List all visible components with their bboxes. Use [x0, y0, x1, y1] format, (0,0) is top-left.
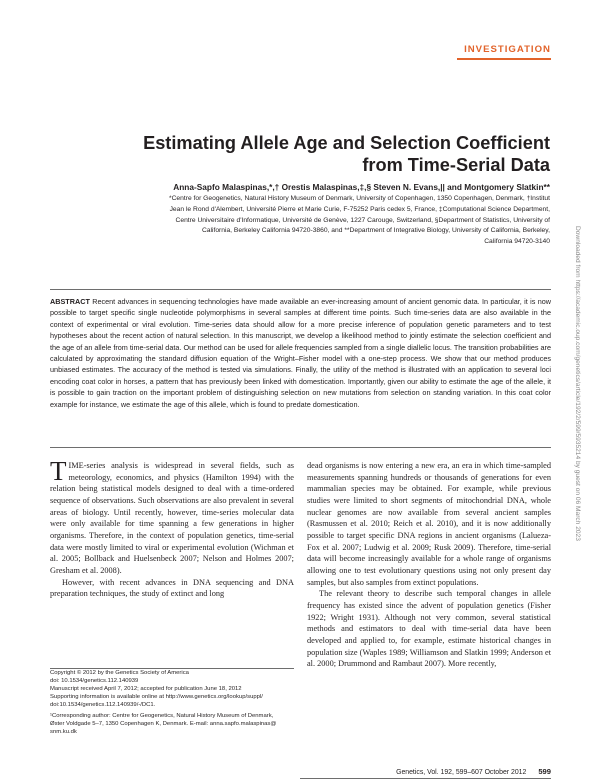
corresponding-author-line: ¹Corresponding author: Centre for Geogenetics, Natural History Museum of Denmark,: [50, 713, 274, 719]
abstract-top-rule: [50, 289, 551, 290]
manuscript-dates: Manuscript received April 7, 2012; accepted for publication June 18, 2012: [50, 686, 242, 692]
footnotes: [50, 668, 294, 736]
body-paragraph: [50, 456, 294, 577]
body-column-left: [50, 456, 294, 600]
copyright-line: Copyright © 2012 by the Genetics Society of America: [50, 670, 189, 676]
header-rule: [457, 58, 551, 60]
body-paragraph: However, with recent advances in DNA sequencing and DNA preparation techniques, the study of extinct and long: [50, 577, 294, 599]
body-paragraph: dead organisms is now entering a new era, an era in which time-sampled measurements spanning hundreds or thousands of generations for even mammalian species may be obtained. For example, while previous studies were limited to short segments of mitochondrial DNA, whole nuclear genomes are now available from several ancient samples (Rasmussen et al. 2010; Reich et al. 2010), and it is now additionally possible to target specific DNA regions in ancient organisms (Lalueza-Fox et al. 2007; Ludwig et al. 2009; Rusk 2009). Therefore, time-serial data will become increasingly available for a whole range of organisms allowing one to test evolutionary questions using not only present day samples, but also samples from extinct populations.: [307, 461, 551, 587]
section-label: INVESTIGATION: [464, 44, 551, 55]
doi-line: doi: 10.1534/genetics.112.140939: [50, 678, 139, 684]
affiliation-line: Centre Universitaire d'Informatique, Université de Genève, 1227 Carouge, Switzerland, §Department of Statistics, University of: [175, 216, 550, 224]
abstract-bottom-rule: [50, 447, 551, 448]
supporting-info-link[interactable]: doi:10.1534/genetics.112.140939/-/DC1.: [50, 702, 156, 708]
download-watermark: Downloaded from https://academic.oup.com/genetics/article/192/2/599/5935214 by guest on 06 March 2023: [574, 226, 581, 541]
drop-cap: T: [50, 456, 67, 486]
page-number: 599: [538, 767, 551, 776]
abstract-heading: ABSTRACT: [50, 297, 90, 306]
abstract-text: Recent advances in sequencing technologies have made available an ever-increasing amount of ancient genomic data. In particular, it is now possible to target specific single nucleotide polymorphisms in several samples at different time points. Such time-series data are also available in the context of experimental or viral evolution. Time-series data should allow for a more precise inference of population genetic parameters and to test hypotheses about the recent action of natural selection. In this manuscript, we develop a likelihood method to jointly estimate the selection coefficient and the age of an allele from time-serial data. Our method can be used for allele frequencies sampled from a single diallelic locus. The transition probabilities are calculated by approximating the standard diffusion equation of the Wright–Fisher model with a one-step process. We show that our method produces unbiased estimates. The accuracy of the method is tested via simulations. Finally, the utility of the method is illustrated with an application to several loci encoding coat color in horses, a pattern that has previously been linked with domestication. Importantly, given our ability to estimate the age of the allele, it is possible to gain traction on the important problem of distinguishing selection on new mutations from selection on standing variation. In this coat color example for instance, we estimate the age of this allele, which is found to predate domestication.: [50, 297, 551, 409]
body-column-right: [307, 460, 551, 670]
affiliation-line: California, Berkeley California 94720-3860, and **Department of Integrative Biology, University of California, Berkeley,: [201, 227, 550, 235]
article-title: [90, 132, 550, 176]
affiliation-line: California 94720-3140: [484, 238, 550, 246]
author-list: Anna-Sapfo Malaspinas,*,† Orestis Malaspinas,‡,§ Steven N. Evans,|| and Montgomery Slatkin**: [173, 182, 550, 192]
corresponding-author-line: snm.ku.dk: [50, 729, 77, 735]
body-paragraph: The relevant theory to describe such temporal changes in allele frequency has existed since the advent of population genetics (Fisher 1922; Wright 1931). Although not very common, several statistical methods and estimators to deal with time-serial data have been developed and applied to, for example, estimate historical changes in population size (Waples 1989; Williamson and Slatkin 1999; Anderson et al. 2000; Drummond and Rambaut 2007). More recently,: [307, 589, 551, 669]
corresponding-author-line: Øster Voldgade 5–7, 1350 Copenhagen K, Denmark. E-mail: anna.sapfo.malaspinas@: [50, 721, 277, 727]
affiliation-line: *Centre for Geogenetics, Natural History Museum of Denmark, University of Copenhagen, 1350 Copenhagen, Denmark, †Institut: [168, 195, 550, 202]
abstract: [50, 296, 551, 410]
affiliations: [90, 194, 550, 248]
page-footer: [396, 767, 551, 776]
supporting-info-line: Supporting information is available online at http://www.genetics.org/lookup/suppl/: [50, 694, 263, 700]
title-line-1: Estimating Allele Age and Selection Coefficient: [143, 133, 550, 153]
paragraph-text: IME-series analysis is widespread in several fields, such as meteorology, economics, and physics (Hamilton 1994) with the relation being statistical models designed to deal with a time-ordered sequence of observations. Such observations are also prevalent in several areas of biology. Until recently, however, time-series molecular data were only available for time spanning a few generations in higher organisms. Therefore, in the context of population genetics, time-serial data were mostly limited to viral or experimental evolution (Wichman et al. 2005; Bollback and Huelsenbeck 2007; Nelson and Holmes 2007; Gresham et al. 2008).: [50, 461, 294, 575]
affiliation-line: Jean le Rond d'Alembert, Université Pierre et Marie Curie, F-75252 Paris cedex 5, France, ‡Computational Science Department,: [169, 205, 550, 213]
title-line-2: from Time-Serial Data: [362, 155, 550, 175]
journal-citation: Genetics, Vol. 192, 599–607 October 2012: [396, 769, 527, 776]
